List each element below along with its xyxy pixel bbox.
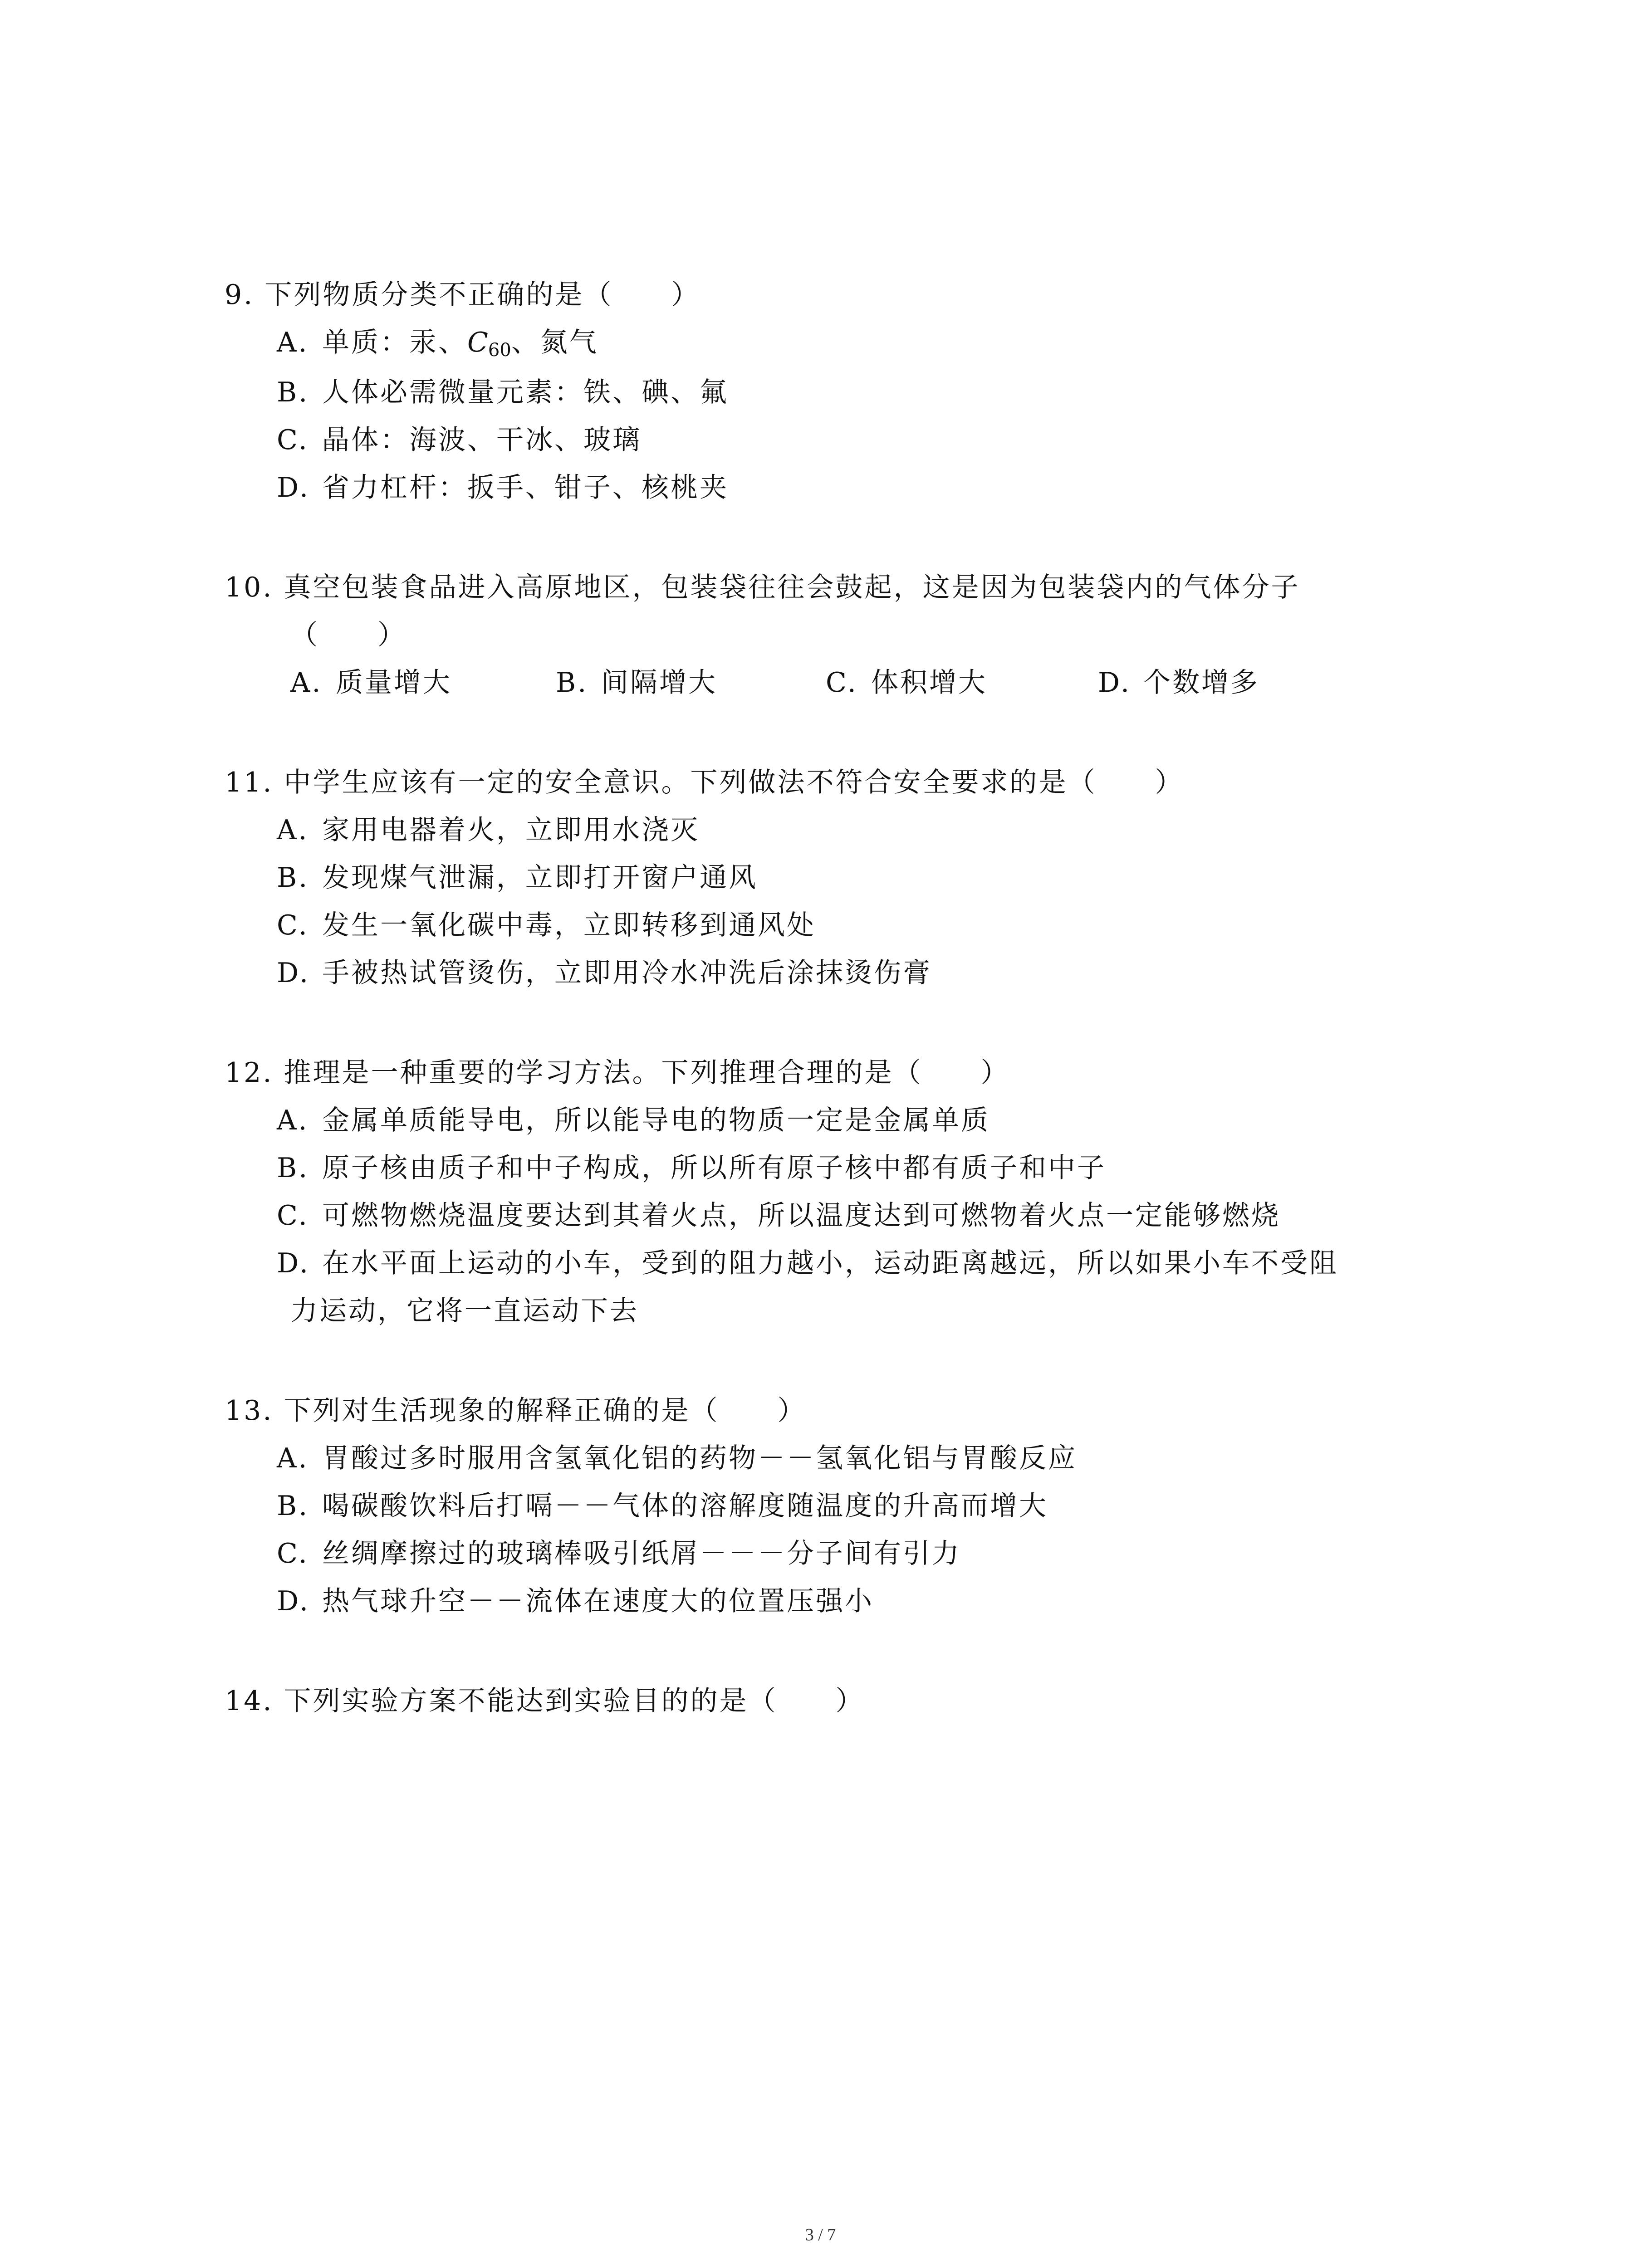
option-text: 在水平面上运动的小车，受到的阻力越小，运动距离越远，所以如果小车不受阻: [322, 1247, 1338, 1279]
option-b: [556, 665, 717, 701]
option-text: 间隔增大: [601, 667, 717, 699]
option-d: [277, 469, 729, 506]
question-stem: 12. 推理是一种重要的学习方法。下列推理合理的是（ ）: [225, 1057, 1010, 1089]
option-label: B.: [277, 376, 309, 408]
question-stem-continuation: （ ）: [290, 619, 407, 651]
option-label: D.: [1098, 667, 1132, 699]
option-text: 省力杠杆：扳手、钳子、核桃夹: [322, 472, 729, 503]
formula-base: C: [467, 327, 488, 358]
option-text: 体积增大: [871, 667, 987, 699]
option-label: C.: [277, 1538, 309, 1569]
formula-subscript: 60: [488, 340, 511, 361]
option-label: A.: [277, 814, 309, 846]
option-d-continuation: 力运动，它将一直运动下去: [290, 1295, 639, 1327]
option-a: [277, 1102, 990, 1139]
option-text: 发现煤气泄漏，立即打开窗户通风: [322, 862, 758, 894]
option-d: [1098, 665, 1259, 701]
option-a: [277, 324, 598, 368]
option-text: 个数增多: [1143, 667, 1259, 699]
question-stem: 9. 下列物质分类不正确的是（ ）: [225, 279, 700, 311]
option-c: [277, 907, 816, 943]
option-label: D.: [277, 1247, 310, 1279]
option-text: 可燃物燃烧温度要达到其着火点，所以温度达到可燃物着火点一定能够燃烧: [322, 1200, 1280, 1232]
option-text: 热气球升空－－流体在速度大的位置压强小: [322, 1585, 874, 1617]
question-stem: 11. 中学生应该有一定的安全意识。下列做法不符合安全要求的是（ ）: [225, 767, 1184, 798]
option-label: C.: [277, 1200, 309, 1232]
option-b: [277, 1150, 1106, 1186]
option-a: [277, 812, 700, 848]
option-c: [277, 1535, 961, 1572]
option-label: A.: [277, 327, 309, 358]
option-text: 喝碳酸饮料后打嗝－－气体的溶解度随温度的升高而增大: [322, 1490, 1048, 1522]
option-d: [277, 955, 932, 991]
option-a: [277, 1440, 1077, 1476]
option-text: 发生一氧化碳中毒，立即转移到通风处: [322, 909, 816, 941]
option-d: [277, 1245, 1338, 1281]
option-label: C.: [277, 424, 309, 456]
option-label: B.: [277, 862, 309, 894]
option-text: 金属单质能导电，所以能导电的物质一定是金属单质: [322, 1105, 990, 1136]
option-label: C.: [826, 667, 858, 699]
option-label: A.: [277, 1105, 309, 1136]
option-text: 家用电器着火，立即用水浇灭: [322, 814, 700, 846]
page-number: 3 / 7: [805, 2225, 836, 2244]
option-label: C.: [277, 909, 309, 941]
question-stem: 13. 下列对生活现象的解释正确的是（ ）: [225, 1395, 807, 1427]
option-c: [277, 422, 642, 458]
option-a: [290, 665, 452, 701]
option-b: [277, 1488, 1048, 1524]
question-stem: 10. 真空包装食品进入高原地区，包装袋往往会鼓起，这是因为包装袋内的气体分子: [225, 572, 1300, 603]
option-label: D.: [277, 957, 310, 989]
option-label: B.: [277, 1490, 309, 1522]
option-text: 原子核由质子和中子构成，所以所有原子核中都有质子和中子: [322, 1152, 1106, 1184]
option-b: [277, 374, 729, 411]
option-label: A.: [290, 667, 323, 699]
option-c: [277, 1198, 1280, 1234]
option-text: 、氮气: [511, 327, 598, 358]
option-text: 单质：汞、: [322, 327, 467, 358]
question-stem: 14. 下列实验方案不能达到实验目的的是（ ）: [225, 1685, 865, 1717]
option-label: D.: [277, 1585, 310, 1617]
option-text: 晶体：海波、干冰、玻璃: [322, 424, 642, 456]
option-b: [277, 860, 758, 896]
option-d: [277, 1583, 874, 1619]
option-text: 胃酸过多时服用含氢氧化铝的药物－－氢氧化铝与胃酸反应: [322, 1442, 1077, 1474]
option-text: 人体必需微量元素：铁、碘、氟: [322, 376, 729, 408]
option-text: 手被热试管烫伤，立即用冷水冲洗后涂抹烫伤膏: [322, 957, 932, 989]
option-label: A.: [277, 1442, 309, 1474]
option-label: D.: [277, 472, 310, 503]
option-label: B.: [277, 1152, 309, 1184]
option-text: 质量增大: [336, 667, 452, 699]
option-label: B.: [556, 667, 588, 699]
option-c: [826, 665, 987, 701]
option-text: 丝绸摩擦过的玻璃棒吸引纸屑－－－分子间有引力: [322, 1538, 961, 1569]
